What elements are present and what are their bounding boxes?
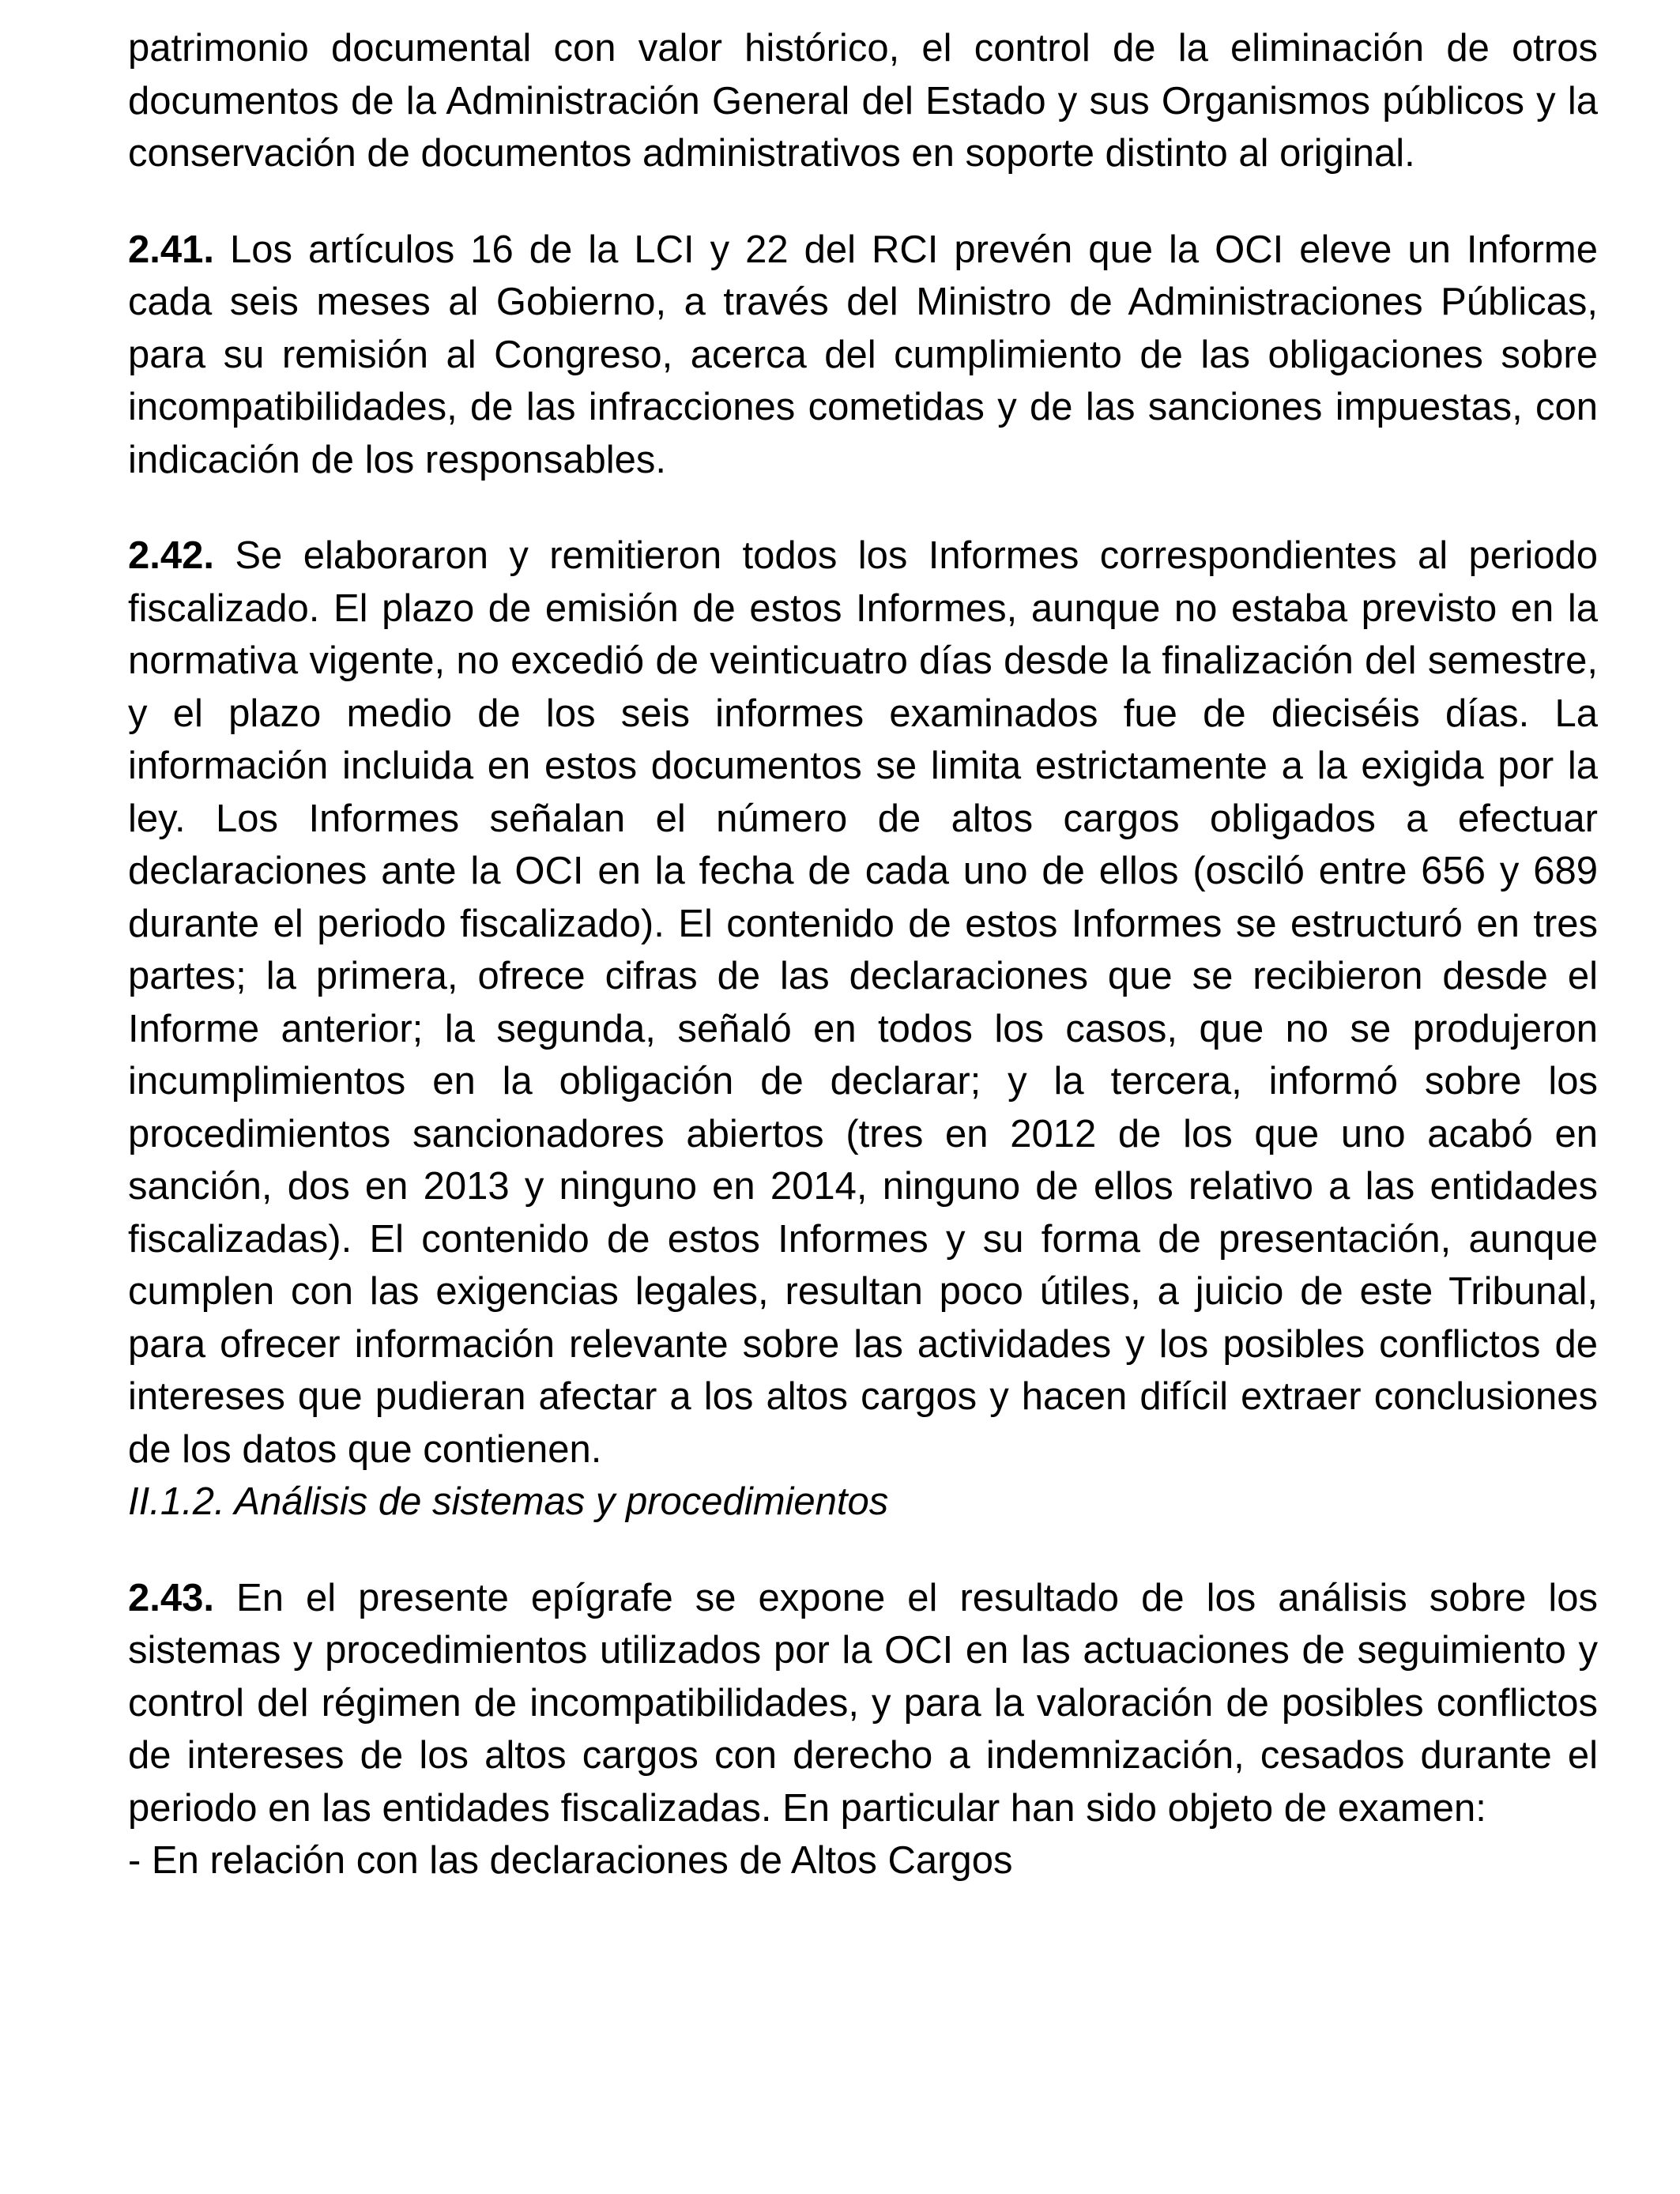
document-page <box>128 22 1598 1887</box>
paragraph-number: 2.42. <box>128 534 214 577</box>
paragraph-2-42 <box>128 530 1598 1476</box>
paragraph-2-41 <box>128 224 1598 487</box>
paragraph-text: Se elaboraron y remitieron todos los Informes correspondientes al periodo fiscalizado. El plazo de emisión de estos Informes, aunque no estaba previsto en la normativa vigente, no excedió de veinticuatro días desde la finalización del semestre, y el plazo medio de los seis informes examinados fue de dieciséis días. La información incluida en estos documentos se limita estrictamente a la exigida por la ley. Los Informes señalan el número de altos cargos obligados a efectuar declaraciones ante la OCI en la fecha de cada uno de ellos (osciló entre 656 y 689 durante el periodo fiscalizado). El contenido de estos Informes se estructuró en tres partes; la primera, ofrece cifras de las declaraciones que se recibieron desde el Informe anterior; la segunda, señaló en todos los casos, que no se produjeron incumplimientos en la obligación de declarar; y la tercera, informó sobre los procedimientos sancionadores abiertos (tres en 2012 de los que uno acabó en sanción, dos en 2013 y ninguno en 2014, ninguno de ellos relativo a las entidades fiscalizadas). El contenido de estos Informes y su forma de presentación, aunque cumplen con las exigencias legales, resultan poco útiles, a juicio de este Tribunal, para ofrecer información relevante sobre las actividades y los posibles conflictos de intereses que pudieran afectar a los altos cargos y hacen difícil extraer conclusiones de los datos que contienen. <box>128 534 1598 1471</box>
section-heading: II.1.2. Análisis de sistemas y procedimientos <box>128 1480 889 1523</box>
list-item: - En relación con las declaraciones de Altos Cargos <box>128 1839 1013 1882</box>
paragraph-number: 2.41. <box>128 228 214 271</box>
paragraph-text: En el presente epígrafe se expone el resultado de los análisis sobre los sistemas y procedimientos utilizados por la OCI en las actuaciones de seguimiento y control del régimen de incompatibilidades, y para la valoración de posibles conflictos de intereses de los altos cargos con derecho a indemnización, cesados durante el periodo en las entidades fiscalizadas. En particular han sido objeto de examen: <box>128 1576 1598 1830</box>
paragraph-number: 2.43. <box>128 1576 214 1619</box>
paragraph-2-43 <box>128 1572 1598 1835</box>
paragraph-text: Los artículos 16 de la LCI y 22 del RCI prevén que la OCI eleve un Informe cada seis meses al Gobierno, a través del Ministro de Administraciones Públicas, para su remisión al Congreso, acerca del cumplimiento de las obligaciones sobre incompatibilidades, de las infracciones cometidas y de las sanciones impuestas, con indicación de los responsables. <box>128 228 1598 481</box>
intro-paragraph: patrimonio documental con valor histórico, el control de la eliminación de otros documentos de la Administración General del Estado y sus Organismos públicos y la conservación de documentos administrativos en soporte distinto al original. <box>128 27 1598 175</box>
